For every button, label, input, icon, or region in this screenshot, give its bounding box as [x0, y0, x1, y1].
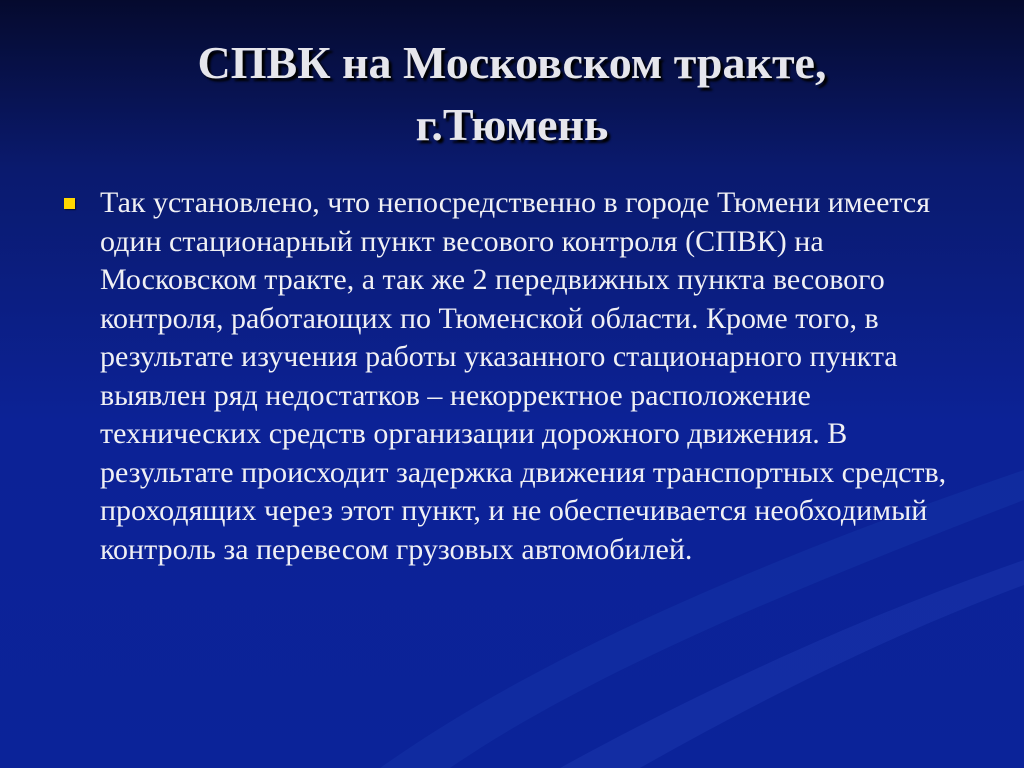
- bullet-list: [60, 184, 970, 569]
- slide-title: [60, 32, 964, 156]
- bullet-item: [60, 184, 970, 569]
- title-line-1: СПВК на Московском тракте,: [197, 37, 827, 88]
- bullet-text: Так установлено, что непосредственно в городе Тюмени имеется один стационарный пункт весового контроля (СПВК) на Московском тракте, а так же 2 передвижных пункта весового контроля, работающих по Тюменской области. Кроме того, в результате изучения работы указанного стационарного пункта выявлен ряд недостатков – некорректное расположение технических средств организации дорожного движения. В результате происходит задержка движения транспортных средств, проходящих через этот пункт, и не обеспечивается необходимый контроль за перевесом грузовых автомобилей.: [100, 186, 947, 566]
- title-line-2: г.Тюмень: [415, 99, 609, 150]
- square-bullet-icon: [64, 198, 75, 209]
